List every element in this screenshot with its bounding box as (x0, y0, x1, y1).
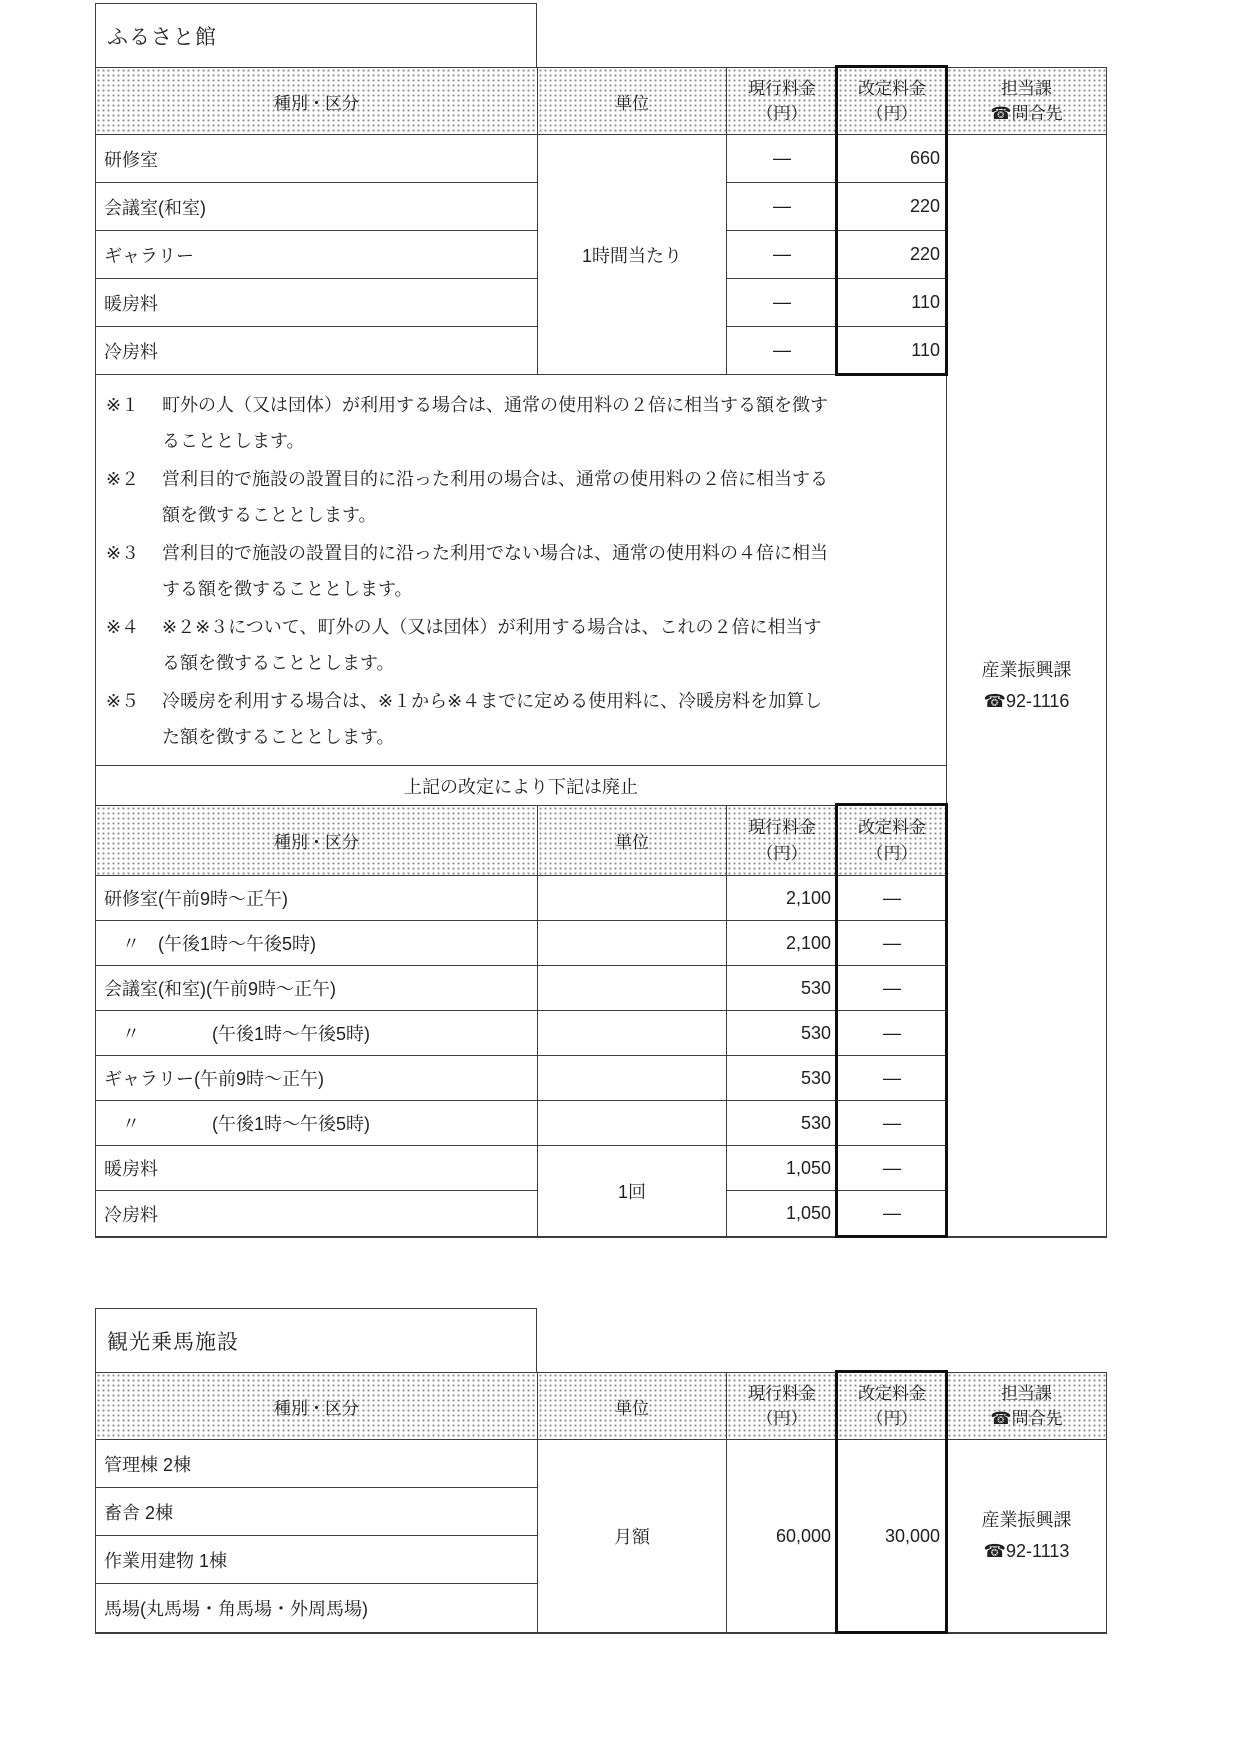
note-3 (106, 535, 942, 607)
sub-row-category: ギャラリー(午前9時～正午) (96, 1056, 538, 1101)
header-revised-fee-line2: （円） (866, 104, 918, 123)
facility-title-text: ふるさと館 (107, 25, 217, 49)
sub-unit-empty-cell (538, 1101, 727, 1146)
sub-header-revised-fee (838, 806, 947, 876)
row-category: 畜舎 2棟 (96, 1488, 538, 1536)
header-contact-phone-label: ☎問合先 (990, 104, 1063, 123)
sub-current-fee-cell: 2,100 (727, 921, 838, 966)
header-current-fee (727, 1373, 838, 1440)
row-category: ギャラリー (96, 231, 538, 279)
note-marker: ※３ (106, 543, 140, 563)
sub-current-fee-cell: 1,050 (727, 1146, 838, 1191)
note-text-line: ることとします。 (162, 431, 305, 451)
furusatokan-section (95, 3, 1107, 1238)
row-category: 管理棟 2棟 (96, 1440, 538, 1488)
header-revised-fee (838, 1373, 947, 1440)
facility-title-kanko-joba (95, 1308, 537, 1372)
header-revised-fee-line2: （円） (866, 1409, 918, 1428)
kanko-joba-section (95, 1308, 1107, 1634)
header-contact (947, 68, 1106, 135)
contact-department: 産業振興課 (981, 1510, 1072, 1530)
sub-row-category: 暖房料 (96, 1146, 538, 1191)
contact-phone-number: ☎92-1116 (983, 690, 1070, 711)
sub-current-fee-cell: 530 (727, 966, 838, 1011)
sub-revised-fee-cell: — (838, 1146, 947, 1191)
sub-row-category: 会議室(和室)(午前9時～正午) (96, 966, 538, 1011)
note-2 (106, 461, 942, 533)
revised-fee-cell: 220 (838, 231, 947, 279)
note-marker: ※２ (106, 469, 140, 489)
sub-row-category: 〃 (午後1時～午後5時) (96, 921, 538, 966)
sub-unit-empty-cell (538, 921, 727, 966)
sub-revised-fee-cell: — (838, 876, 947, 921)
kanko-joba-table (95, 1372, 1107, 1634)
sub-unit-empty-cell (538, 1056, 727, 1101)
header-contact (947, 1373, 1106, 1440)
header-revised-fee-line1: 改定料金 (858, 1383, 926, 1403)
sub-revised-fee-cell: — (838, 1191, 947, 1236)
sub-header-current-fee (727, 806, 838, 876)
sub-unit-empty-cell (538, 876, 727, 921)
current-fee-cell: — (727, 279, 838, 327)
sub-unit-merged-cell: 1回 (538, 1146, 727, 1236)
header-current-fee (727, 68, 838, 135)
row-category: 馬場(丸馬場・角馬場・外周馬場) (96, 1584, 538, 1632)
note-text-line: る額を徴することとします。 (162, 653, 395, 673)
note-4 (106, 609, 942, 681)
note-marker: ※４ (106, 617, 140, 637)
header-current-fee-line2: （円） (756, 1409, 808, 1428)
sub-unit-empty-cell (538, 1011, 727, 1056)
header-category: 種別・区分 (96, 1373, 538, 1440)
sub-row-category: 冷房料 (96, 1191, 538, 1236)
current-fee-cell: — (727, 327, 838, 375)
sub-unit-empty-cell (538, 966, 727, 1011)
sub-header-unit: 単位 (538, 806, 727, 876)
header-unit: 単位 (538, 68, 727, 135)
sub-row-category: 〃 (午後1時～午後5時) (96, 1101, 538, 1146)
note-text-line: た額を徴することとします。 (162, 727, 395, 747)
sub-current-fee-cell: 530 (727, 1101, 838, 1146)
current-fee-cell: — (727, 231, 838, 279)
abolish-caption: 上記の改定により下記は廃止 (96, 766, 947, 806)
header-current-fee-line2: （円） (756, 104, 808, 123)
note-text-line: ※２※３について、町外の人（又は団体）が利用する場合は、これの２倍に相当す (162, 617, 822, 637)
unit-merged-cell: 1時間当たり (538, 135, 727, 375)
header-revised-fee-line1: 改定料金 (858, 78, 926, 98)
header-current-fee-line1: 現行料金 (748, 78, 816, 98)
note-5 (106, 683, 942, 755)
note-text-line: 額を徴することとします。 (162, 505, 377, 525)
row-category: 会議室(和室) (96, 183, 538, 231)
current-fee-cell: — (727, 135, 838, 183)
revised-fee-cell: 220 (838, 183, 947, 231)
sub-row-category: 研修室(午前9時～正午) (96, 876, 538, 921)
row-category: 作業用建物 1棟 (96, 1536, 538, 1584)
sub-revised-fee-cell: — (838, 966, 947, 1011)
sub-revised-fee-cell: — (838, 1056, 947, 1101)
sub-current-fee-cell: 530 (727, 1056, 838, 1101)
contact-department-cell (947, 135, 1106, 1236)
row-category: 暖房料 (96, 279, 538, 327)
row-category: 研修室 (96, 135, 538, 183)
revised-fee-cell: 110 (838, 327, 947, 375)
sub-revised-fee-cell: — (838, 921, 947, 966)
sub-header-current-line2: （円） (756, 843, 808, 863)
sub-revised-fee-cell: — (838, 1011, 947, 1056)
header-contact-phone-label: ☎問合先 (990, 1409, 1063, 1428)
header-revised-fee (838, 68, 947, 135)
sub-row-category: 〃 (午後1時～午後5時) (96, 1011, 538, 1056)
note-text-line: 町外の人（又は団体）が利用する場合は、通常の使用料の２倍に相当する額を徴す (162, 395, 828, 415)
note-text-line: 営利目的で施設の設置目的に沿った利用でない場合は、通常の使用料の４倍に相当 (162, 543, 828, 563)
current-fee-cell: — (727, 183, 838, 231)
contact-phone-number: ☎92-1113 (983, 1541, 1070, 1561)
note-text-line: 営利目的で施設の設置目的に沿った利用の場合は、通常の使用料の２倍に相当する (162, 469, 828, 489)
sub-revised-fee-cell: — (838, 1101, 947, 1146)
furusatokan-table (95, 67, 1107, 1238)
note-marker: ※５ (106, 691, 140, 711)
note-text-line: する額を徴することとします。 (162, 579, 413, 599)
sub-header-revised-line2: （円） (866, 843, 918, 863)
note-text-line: 冷暖房を利用する場合は、※１から※４までに定める使用料に、冷暖房料を加算し (162, 691, 823, 711)
unit-merged-cell: 月額 (538, 1440, 727, 1632)
header-unit: 単位 (538, 1373, 727, 1440)
sub-current-fee-cell: 2,100 (727, 876, 838, 921)
sub-header-category: 種別・区分 (96, 806, 538, 876)
header-contact-line1: 担当課 (1001, 1383, 1052, 1403)
contact-department: 産業振興課 (981, 659, 1072, 680)
revised-fee-merged-cell: 30,000 (838, 1440, 947, 1632)
revised-fee-cell: 110 (838, 279, 947, 327)
sub-current-fee-cell: 530 (727, 1011, 838, 1056)
facility-title-furusatokan (95, 3, 537, 67)
facility-title-text: 観光乗馬施設 (107, 1330, 239, 1354)
row-category: 冷房料 (96, 327, 538, 375)
header-current-fee-line1: 現行料金 (748, 1383, 816, 1403)
note-1 (106, 387, 942, 459)
sub-header-revised-line1: 改定料金 (858, 818, 926, 837)
contact-department-cell (947, 1440, 1106, 1632)
sub-header-current-line1: 現行料金 (748, 818, 816, 837)
note-marker: ※１ (106, 395, 140, 415)
revised-fee-cell: 660 (838, 135, 947, 183)
header-contact-line1: 担当課 (1001, 78, 1052, 98)
notes-block (96, 375, 947, 766)
sub-current-fee-cell: 1,050 (727, 1191, 838, 1236)
current-fee-merged-cell: 60,000 (727, 1440, 838, 1632)
header-category: 種別・区分 (96, 68, 538, 135)
